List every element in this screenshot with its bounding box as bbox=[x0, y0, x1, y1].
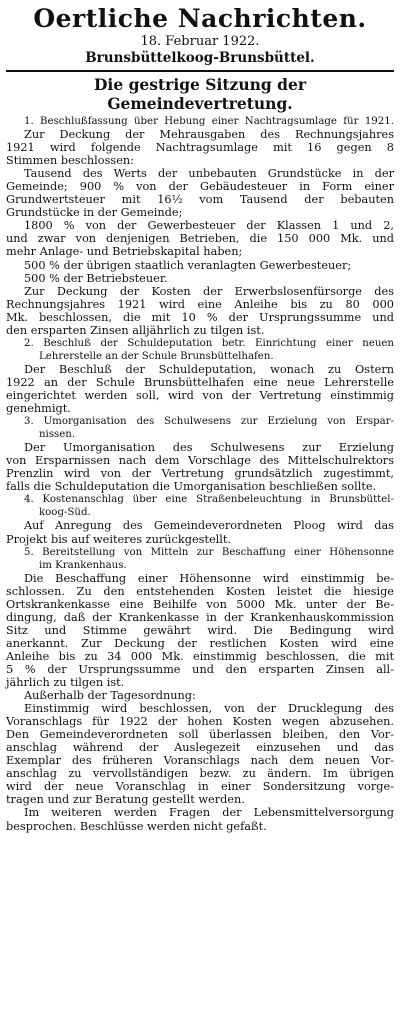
article-line: anschlag zu vervollständigen bezw. zu ändern. Im übrigen bbox=[6, 767, 394, 781]
article-line: Prenzlin wird von der Vertretung grundsätzlich zugestimmt, bbox=[6, 467, 394, 481]
article-line: 1. Beschlußfassung über Hebung einer Nachtragsumlage für 1921. bbox=[24, 116, 394, 127]
article-line: Rechnungsjahres 1921 wird eine Anleihe bis zu 80 000 bbox=[6, 297, 394, 311]
article-line: Grundstücke in der Gemeinde; bbox=[6, 206, 183, 220]
article-line: tragen und zur Beratung gestellt werden. bbox=[6, 793, 245, 807]
article-line: Die Beschaffung einer Höhensonne wird einstimmig be- bbox=[24, 571, 394, 585]
article-line: 2. Beschluß der Schuldeputation betr. Einrichtung einer neuen bbox=[24, 337, 394, 349]
place-heading: Brunsbüttelkoog-Brunsbüttel. bbox=[85, 50, 315, 66]
article-line: eingerichtet werden soll, wird von der Vertretung einstimmig bbox=[6, 388, 394, 402]
article-line: 1800 % von der Gewerbesteuer der Klassen 1 und 2, bbox=[24, 219, 394, 233]
article-line: Projekt bis auf weiteres zurückgestellt. bbox=[6, 532, 232, 546]
article-line: Zur Deckung der Kosten der Erwerbslosenfürsorge des bbox=[24, 284, 394, 298]
article-line: schlossen. Zu den entstehenden Kosten leistet die hiesige bbox=[6, 584, 394, 598]
article-line: nissen. bbox=[39, 429, 76, 441]
article-line: mehr Anlage- und Betriebskapital haben; bbox=[6, 245, 243, 259]
article-line: 3. Umorganisation des Schulwesens zur Erzielung von Erspar- bbox=[24, 416, 394, 428]
article-line: falls die Schuldeputation die Umorganisation beschließen sollte. bbox=[6, 480, 377, 494]
section-masthead: Oertliche Nachrichten. bbox=[33, 4, 367, 33]
article-line: Außerhalb der Tagesordnung: bbox=[24, 689, 196, 703]
article-line: Tausend des Werts der unbebauten Grundstücke in der bbox=[24, 167, 394, 181]
article-line: 1922 an der Schule Brunsbüttelhafen eine neue Lehrerstelle bbox=[6, 375, 394, 389]
article-line: 500 % der Betriebsteuer. bbox=[24, 271, 168, 285]
issue-date: 18. Februar 1922. bbox=[140, 34, 260, 49]
article-line: wird der neue Voranschlag in einer Sondersitzung vorge- bbox=[6, 780, 394, 794]
article-line: Voranschlags für 1922 der hohen Kosten wegen abzusehen. bbox=[6, 715, 394, 729]
article-line: Gemeinde; 900 % von der Gebäudesteuer in Form einer bbox=[6, 180, 394, 194]
article-line: dingung, daß der Krankenkasse in der Krankenhauskommission bbox=[6, 610, 394, 624]
article-body bbox=[6, 115, 394, 833]
article-line: 5. Bereitstellung von Mitteln zur Beschaffung einer Höhensonne bbox=[24, 546, 394, 558]
article-line: Stimmen beschlossen: bbox=[6, 154, 134, 168]
article-line: 4. Kostenanschlag über eine Straßenbeleuchtung in Brunsbüttel- bbox=[24, 494, 394, 506]
article-line: Der Umorganisation des Schulwesens zur Erzielung bbox=[24, 441, 394, 455]
article-line: Im weiteren werden Fragen der Lebensmittelversorgung bbox=[24, 806, 394, 820]
article-line: von Ersparnissen nach dem Vorschlage des Mittelschulrektors bbox=[6, 454, 394, 468]
article-line: Auf Anregung des Gemeindeverordneten Ploog wird das bbox=[24, 519, 394, 533]
article-line: Exemplar des früheren Voranschlags nach dem neuen Vor- bbox=[6, 754, 394, 768]
article-line: koog-Süd. bbox=[39, 507, 91, 519]
article-line: 5 % der Ursprungssumme und den ersparten Zinsen all- bbox=[6, 662, 394, 676]
article-line: den ersparten Zinsen alljährlich zu tilgen ist. bbox=[6, 323, 265, 337]
article-line: Mk. beschlossen, die mit 10 % der Ursprungssumme und bbox=[6, 310, 394, 324]
article-line: Grundwertsteuer mit 16½ vom Tausend der bebauten bbox=[6, 193, 394, 207]
divider-rule bbox=[6, 70, 394, 72]
article-line: Den Gemeindeverordneten soll überlassen bleiben, den Vor- bbox=[6, 728, 394, 742]
article-line: Lehrerstelle an der Schule Brunsbüttelhafen. bbox=[39, 350, 274, 362]
article-headline: Die gestrige Sitzung der Gemeindevertretung. bbox=[93, 75, 306, 113]
article-line: Zur Deckung der Mehrausgaben des Rechnungsjahres bbox=[24, 128, 394, 142]
article-line: 1921 wird folgende Nachtragsumlage mit 16 gegen 8 bbox=[6, 141, 394, 155]
article-line: Einstimmig wird beschlossen, von der Drucklegung des bbox=[24, 702, 394, 716]
article-line: und zwar von denjenigen Betrieben, die 150 000 Mk. und bbox=[6, 232, 394, 246]
article-line: Sitz und Stimme gewährt wird. Die Bedingung wird bbox=[6, 623, 394, 637]
article-line: anerkannt. Zur Deckung der restlichen Kosten wird eine bbox=[6, 636, 394, 650]
article-line: Der Beschluß der Schuldeputation, wonach zu Ostern bbox=[24, 362, 394, 376]
article-line: Anleihe bis zu 34 000 Mk. einstimmig beschlossen, die mit bbox=[6, 649, 394, 663]
article-line: besprochen. Beschlüsse werden nicht gefaßt. bbox=[6, 819, 267, 833]
article-line: im Krankenhaus. bbox=[39, 559, 127, 571]
article-line: 500 % der übrigen staatlich veranlagten Gewerbesteuer; bbox=[24, 258, 352, 272]
article-line: Ortskrankenkasse eine Beihilfe von 5000 Mk. unter der Be- bbox=[6, 597, 394, 611]
article-line: jährlich zu tilgen ist. bbox=[6, 676, 125, 690]
article-line: genehmigt. bbox=[6, 402, 71, 416]
article-line: anschlag während der Auslegezeit einzusehen und das bbox=[6, 741, 394, 755]
